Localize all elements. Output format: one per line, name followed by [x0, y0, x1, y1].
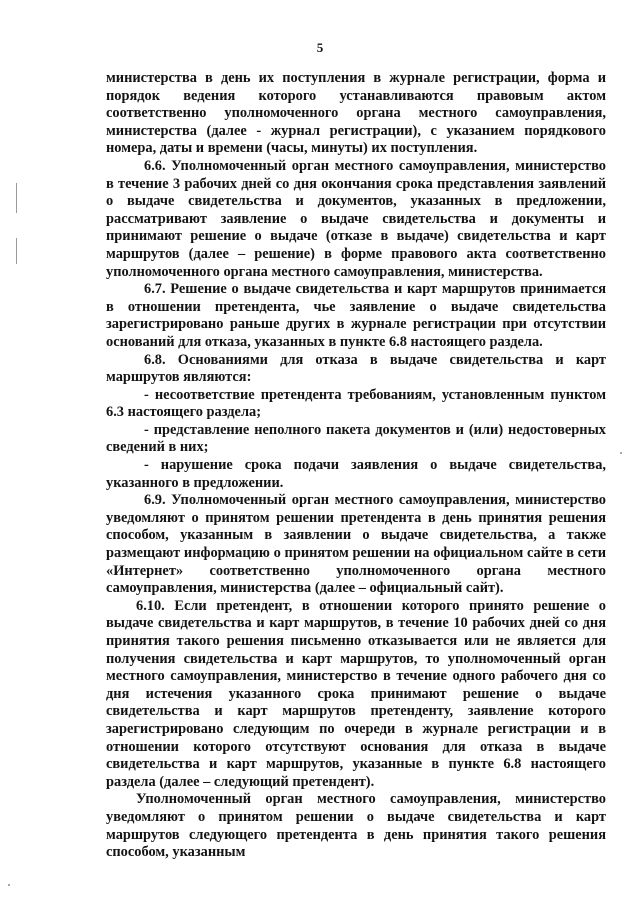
paragraph-continuation: министерства в день их поступления в журнале регистрации, форма и порядок ведения которого устанавливаются правовым актом соответственно уполномоченного органа местного самоуправления, министерства (далее - журнал регистрации), с указанием порядкового номера, даты и времени (часы, минуты) их поступления.: [106, 70, 606, 157]
document-body: [106, 70, 606, 862]
paragraph-notification: Уполномоченный орган местного самоуправления, министерство уведомляют о принятом решении о выдаче свидетельства и карт маршрутов следующего претендента в день принятия такого решения способом, указанным: [106, 791, 606, 861]
list-item-incomplete-documents: - представление неполного пакета документов и (или) недостоверных сведений в них;: [106, 421, 606, 456]
scan-speck: [8, 884, 10, 886]
paragraph-6-7: 6.7. Решение о выдаче свидетельства и карт маршрутов принимается в отношении претендента, чье заявление о выдаче свидетельства зарегистрировано раньше других в журнале регистрации при отсутствии оснований для отказа, указанных в пункте 6.8 настоящего раздела.: [106, 281, 606, 350]
list-item-noncompliance: - несоответствие претендента требованиям, установленным пунктом 6.3 настоящего раздела;: [106, 386, 606, 421]
scan-margin-mark: [16, 183, 17, 213]
page-number: 5: [316, 40, 324, 55]
paragraph-6-10: 6.10. Если претендент, в отношении которого принято решение о выдаче свидетельства и карт маршрутов, в течение 10 рабочих дней со дня принятия такого решения письменно отказывается или не является для получения свидетельства и карт маршрутов, то уполномоченный орган местного самоуправления, министерство в течение одного рабочего дня со дня истечения указанного срока принимают решение о выдаче свидетельства и карт маршрутов претенденту, заявление которого зарегистрировано следующим по очереди в журнале регистрации и в отношении которого отсутствуют основания для отказа в выдаче свидетельства и карт маршрутов, указанные в пункте 6.8 настоящего раздела (далее – следующий претендент).: [106, 597, 606, 790]
scan-speck: [620, 452, 622, 454]
paragraph-6-6: 6.6. Уполномоченный орган местного самоуправления, министерство в течение 3 рабочих дней со дня окончания срока представления заявлений о выдаче свидетельства и документов, указанных в предложении, рассматривают заявление о выдаче свидетельства и документы и принимают решение о выдаче (отказе в выдаче) свидетельства и карт маршрутов (далее – решение) в форме правового акта соответственно уполномоченного органа местного самоуправления, министерства.: [106, 157, 606, 280]
paragraph-6-8: 6.8. Основаниями для отказа в выдаче свидетельства и карт маршрутов являются:: [106, 351, 606, 386]
paragraph-6-9: 6.9. Уполномоченный орган местного самоуправления, министерство уведомляют о принятом решении претендента в день принятия решения способом, указанным в заявлении о выдаче свидетельства, а также размещают информацию о принятом решении на официальном сайте в сети «Интернет» соответственно уполномоченного органа местного самоуправления, министерства (далее – официальный сайт).: [106, 492, 606, 597]
list-item-deadline-violation: - нарушение срока подачи заявления о выдаче свидетельства, указанного в предложении.: [106, 457, 606, 491]
scan-margin-mark: [16, 238, 17, 264]
